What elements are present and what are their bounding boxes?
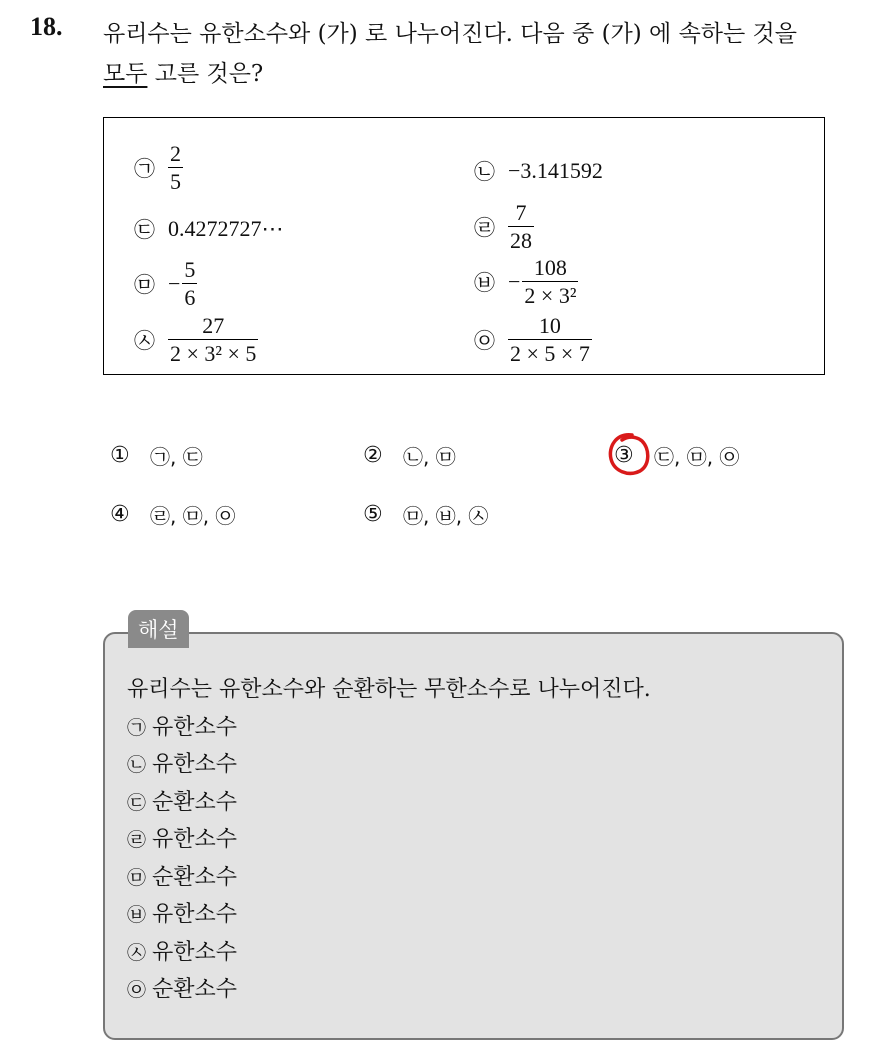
underlined-word: 모두 <box>103 61 148 87</box>
box-item-7 <box>134 314 258 365</box>
question-text-line1: 유리수는 유한소수와 (가) 로 나누어진다. 다음 중 (가) 에 속하는 것을 <box>103 21 797 47</box>
decimal-value: −3.141592 <box>508 158 603 183</box>
marker-siot: ㉦ <box>134 328 155 353</box>
marker-giyeok: ㉠ <box>134 156 155 181</box>
box-item-4 <box>474 201 534 252</box>
explanation-line: ㉧ 순환소수 <box>127 977 238 1002</box>
fraction: $\frac{27}{\text{2 × 3² × 5}}$ <box>170 313 257 367</box>
explanation-line: ㉥ 유한소수 <box>127 902 238 927</box>
explanation-line: ㉡ 유한소수 <box>127 752 238 777</box>
fraction: $\frac{7}{28}$ <box>510 200 532 254</box>
explanation-line: ㉦ 유한소수 <box>127 940 238 965</box>
fraction: $\frac{2}{5}$ <box>170 141 181 195</box>
fraction: $\frac{108}{\text{2 × 3²}}$ <box>524 255 577 309</box>
options-box <box>103 117 825 375</box>
marker-nieun: ㉡ <box>474 160 495 184</box>
box-item-1 <box>134 142 183 193</box>
explanation-line: ㉤ 순환소수 <box>127 865 238 890</box>
explanation-tab: 해설 <box>128 610 189 648</box>
marker-ieung: ㉧ <box>474 328 495 353</box>
answer-circle-mark <box>606 431 654 479</box>
choice-5[interactable]: ⑤ ㉤, ㉥, ㉦ <box>363 502 489 528</box>
box-item-8 <box>474 314 592 365</box>
box-item-3 <box>134 214 284 244</box>
question-text-line2 <box>103 55 263 88</box>
explanation-line: ㉠ 유한소수 <box>127 715 238 740</box>
decimal-value: 0.4272727⋯ <box>168 216 284 241</box>
fraction: $\frac{5}{6}$ <box>184 257 196 311</box>
marker-rieul: ㉣ <box>474 215 495 240</box>
choice-4[interactable]: ④ ㉣, ㉤, ㉧ <box>110 502 236 528</box>
marker-mieum: ㉤ <box>134 272 155 297</box>
explanation-line: ㉣ 유한소수 <box>127 827 238 852</box>
question-text-rest: 고른 것은? <box>147 61 264 87</box>
question-number: 18. <box>30 12 63 41</box>
fraction: $\frac{10}{2 \times 5 \times 7}$ <box>510 313 590 367</box>
choice-3[interactable]: ③ ㉢, ㉤, ㉧ <box>614 443 740 469</box>
marker-bieup: ㉥ <box>474 270 495 295</box>
box-item-5: ㉤ − $\frac{5}{6}$ <box>134 257 196 311</box>
explanation-intro: 유리수는 유한소수와 순환하는 무한소수로 나누어진다. <box>127 677 651 702</box>
choice-2[interactable]: ② ㉡, ㉤ <box>363 443 456 469</box>
box-item-2 <box>474 156 603 186</box>
choice-1[interactable]: ① ㉠, ㉢ <box>110 443 203 469</box>
box-item-6: ㉥ − $\frac{108}{\text{2 × 3²}}$ <box>474 255 577 309</box>
explanation-box <box>103 632 844 1040</box>
marker-digeut: ㉢ <box>134 218 155 242</box>
explanation-line: ㉢ 순환소수 <box>127 790 238 815</box>
